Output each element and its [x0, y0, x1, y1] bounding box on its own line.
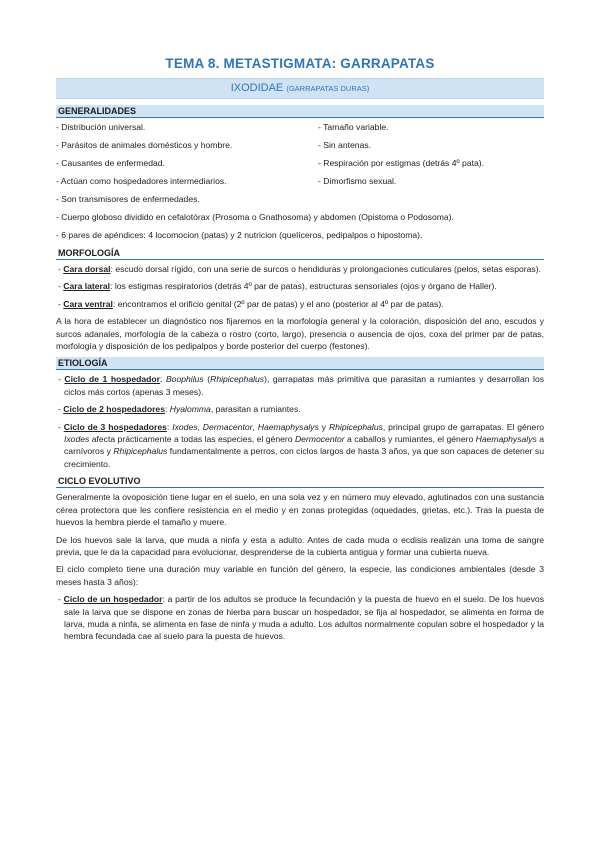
text-fragment: afecta prácticamente a todas las especies, el género: [89, 434, 295, 445]
term-text: : los estigmas respiratorios (detrás 4º par de patas), estructuras sensoriales (ojos y órgano de Haller).: [110, 281, 497, 292]
generalidades-left-column: [56, 121, 318, 193]
separator: :: [166, 421, 173, 432]
genus-name: Hyalomma: [169, 404, 211, 415]
term-label: Cara ventral: [63, 298, 113, 309]
text-fragment: ,: [252, 421, 258, 432]
term-label: Ciclo de un hospedador: [63, 594, 163, 605]
section-heading-generalidades: GENERALIDADES: [56, 105, 544, 118]
list-item: - Respiración por estigmas (detrás 4º pata).: [318, 158, 485, 168]
text-fragment: a carnívoros y: [64, 434, 545, 457]
term-text: : encontramos el orificio genital (2º par de patas) y el ano (posterior al 4º par de patas).: [112, 298, 444, 309]
genus-name: Rhipicephalus: [113, 446, 168, 457]
morfologia-item-dorsal: - Cara dorsal: escudo dorsal rígido, con una serie de surcos o hendiduras y prolongaciones cuticulares (pelos, setas esporas).: [58, 264, 541, 274]
text-fragment: fundamentalmente a perros, con ciclos largos de hasta 3 años, ya que son capaces de detener su crecimiento.: [64, 446, 544, 469]
list-item: - 6 pares de apéndices: 4 locomocion (patas) y 2 nutricion (quelíceros, pedipalpos o hipostoma).: [56, 230, 423, 240]
separator: :: [160, 374, 166, 385]
list-item: - Parásitos de animales domésticos y hombre.: [56, 140, 233, 150]
family-common-name: (GARRAPATAS DURAS): [286, 84, 370, 93]
morfologia-item-ventral: - Cara ventral: encontramos el orificio genital (2º par de patas) y el ano (posterior al 4º par de patas).: [58, 298, 444, 309]
text-fragment: , principal grupo de garrapatas. El género: [382, 421, 544, 432]
list-item: - Tamaño variable.: [318, 122, 389, 132]
genus-name: Haemaphysalys: [475, 434, 537, 445]
genus-name: Haemaphysalys: [257, 421, 319, 432]
text-fragment: , parasitan a rumiantes.: [210, 404, 301, 415]
text-fragment: ), garrapatas más primitiva que parasitan a rumiantes y desarrollan los ciclos más cortos (apenas 3 meses).: [64, 374, 545, 397]
ciclo-3-hospedadores: - Ciclo de 3 hospedadores: Ixodes, Dermacentor, Haemaphysalys y Rhipicephalus, principal grupo de garrapatas. El género Ixodes afecta prácticamente a todas las especies, el género Dermocentor a caballos y rumiantes, el género Haemaphysalys a carnívoros y Rhipicephalus fundamentalmente a perros, con ciclos largos de hasta 3 años, ya que son capaces de detener su crecimiento.: [58, 421, 545, 469]
genus-name: Rhipicephalus: [210, 374, 265, 385]
family-banner: [56, 78, 544, 99]
term-label: Ciclo de 2 hospedadores: [63, 404, 165, 415]
term-text: : a partir de los adultos se produce la fecundación y la puesta de huevo en el suelo. De los huevos sale la larva que se dispone en zonas de hierba para buscar un hospedador, se fija al hospedador, se alimenta en forma de larva, muda a ninfa, se alimenta en fase de ninfa y muda a adulto. Los adultos normalmente copulan sobre el hospedador y la hembra fecundada cae al suelo para la puesta de huevos.: [64, 594, 545, 642]
separator: :: [164, 404, 170, 415]
genus-name: Boophilus: [165, 374, 204, 385]
genus-name: Rhipicephalus: [328, 421, 383, 432]
list-item: - Actúan como hospedadores intermediarios.: [56, 176, 227, 186]
term-label: Ciclo de 1 hospedador: [64, 374, 161, 385]
morfologia-paragraph: A la hora de establecer un diagnóstico nos fijaremos en la morfología general y la coloración, disposición del ano, escudos y surcos adanales, morfología de la cabeza o rostro (corto, largo), presencia o ausencia de ojos, coxa del primer par de patas, morfología y disposición de los pedipalpos y borde posterior del cuerpo (festones).: [56, 316, 544, 352]
text-fragment: a caballos y rumiantes, el género: [344, 434, 476, 445]
term-label: Ciclo de 3 hospedadores: [63, 421, 167, 432]
list-item: - Distribución universal.: [56, 122, 146, 132]
list-item: - Causantes de enfermedad.: [56, 158, 165, 168]
ciclo-paragraph-1: Generalmente la ovoposición tiene lugar en el suelo, en una sola vez y en número muy elevado, aglutinados con una sustancia cérea protectora que les confiere resistencia en el medio y en zonas protegidas (oquedades, grietas, etc.). Tras la puesta de huevos la hembra pierde el tamaño y muere.: [56, 492, 544, 528]
text-fragment: y: [318, 421, 329, 432]
ciclo-paragraph-3: El ciclo completo tiene una duración muy variable en función del género, la especie, las condiciones ambientales (desde 3 meses hasta 3 años):: [56, 564, 544, 587]
term-label: Cara dorsal: [63, 264, 111, 274]
section-heading-morfologia: MORFOLOGÍA: [56, 247, 544, 260]
morfologia-item-lateral: - Cara lateral: los estigmas respiratorios (detrás 4º par de patas), estructuras sensoriales (ojos y órgano de Haller).: [58, 281, 497, 292]
list-item: - Sin antenas.: [318, 140, 372, 150]
generalidades-two-column: [56, 121, 544, 193]
list-item: - Son transmisores de enfermedades.: [56, 194, 200, 204]
genus-name: Ixodes: [172, 421, 198, 432]
page-title: TEMA 8. METASTIGMATA: GARRAPATAS: [165, 56, 435, 71]
document-page: [56, 56, 544, 648]
ciclo-2-hospedadores: - Ciclo de 2 hospedadores: Hyalomma, parasitan a rumiantes.: [58, 404, 301, 415]
section-heading-ciclo-evolutivo: CICLO EVOLUTIVO: [56, 475, 544, 488]
family-name: IXODIDAE: [230, 82, 284, 94]
ciclo-paragraph-2: De los huevos sale la larva, que muda a ninfa y esta a adulto. Antes de cada muda o ecdisis realizan una toma de sangre previa, que le da la capacidad para evolucionar, desprenderse de la cubierta antigua y formar una cubierta nueva.: [56, 534, 544, 557]
list-item: - Cuerpo globoso dividido en cefalotórax (Prosoma o Gnathosoma) y abdomen (Opistoma o Podosoma).: [56, 212, 454, 222]
term-text: : escudo dorsal rígido, con una serie de surcos o hendiduras y prolongaciones cuticulares (pelos, setas esporas).: [110, 264, 541, 274]
genus-name: Dermocentor: [294, 434, 345, 445]
genus-name: Ixodes: [64, 434, 90, 445]
genus-name: Dermacentor: [202, 421, 253, 432]
ciclo-un-hospedador: - Ciclo de un hospedador: a partir de los adultos se produce la fecundación y la puesta de huevo en el suelo. De los huevos sale la larva que se dispone en zonas de hierba para buscar un hospedador, se fija al hospedador, se alimenta en forma de larva, muda a ninfa, se alimenta en fase de ninfa y muda a adulto. Los adultos normalmente copulan sobre el hospedador y la hembra fecundada cae al suelo para la puesta de huevos.: [58, 594, 545, 642]
term-label: Cara lateral: [63, 281, 111, 292]
text-fragment: (: [203, 374, 211, 385]
text-fragment: ,: [197, 421, 203, 432]
ciclo-1-hospedador: - Ciclo de 1 hospedador: Boophilus (Rhipicephalus), garrapatas más primitiva que parasitan a rumiantes y desarrollan los ciclos más cortos (apenas 3 meses).: [58, 374, 545, 397]
generalidades-right-column: [318, 121, 544, 193]
list-item: - Dimorfismo sexual.: [318, 176, 397, 186]
section-heading-etiologia: ETIOLOGÍA: [56, 357, 544, 370]
